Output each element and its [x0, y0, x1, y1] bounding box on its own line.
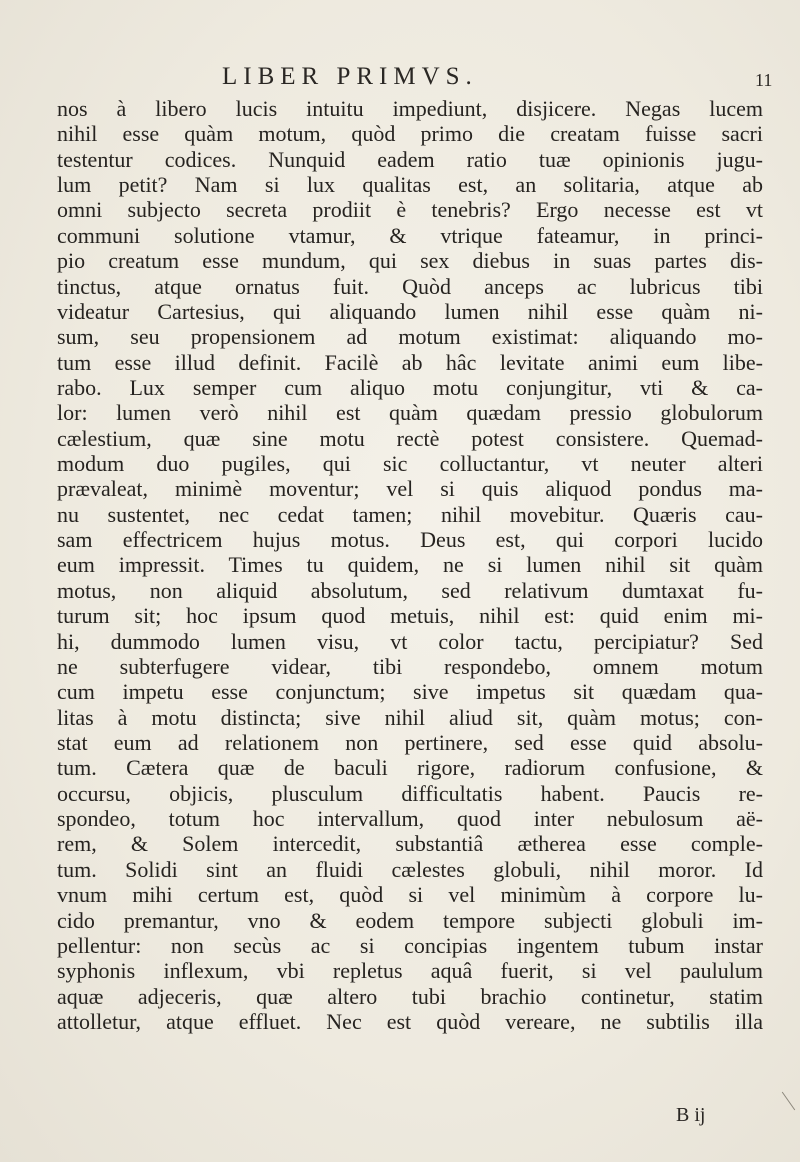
text-line: eum impressit. Times tu quidem, ne si lumen nihil sit quàm — [57, 552, 763, 578]
page-number: 11 — [755, 70, 773, 90]
text-line: attolletur, atque effluet. Nec est quòd vereare, ne subtilis illa — [57, 1008, 763, 1034]
running-head — [0, 62, 800, 92]
text-line: rabo. Lux semper cum aliquo motu conjungitur, vti & ca- — [57, 374, 763, 400]
text-line: tum. Solidi sint an fluidi cælestes globuli, nihil moror. Id — [57, 856, 763, 882]
text-line: testentur codices. Nunquid eadem ratio tuæ opinionis jugu- — [57, 146, 763, 172]
text-line: syphonis inflexum, vbi repletus aquâ fuerit, si vel paululum — [57, 958, 763, 984]
text-line: lor: lumen verò nihil est quàm quædam pressio globulorum — [57, 400, 763, 426]
text-line: modum duo pugiles, qui sic colluctantur, vt neuter alteri — [57, 451, 763, 477]
text-line: litas à motu distincta; sive nihil aliud sit, quàm motus; con- — [57, 704, 763, 730]
signature-mark: B ij — [676, 1104, 706, 1126]
text-line: cido premantur, vno & eodem tempore subjecti globuli im- — [57, 907, 763, 933]
text-line: tum. Cætera quæ de baculi rigore, radiorum confusione, & — [57, 755, 763, 781]
text-line: prævaleat, minimè moventur; vel si quis aliquod pondus ma- — [57, 476, 763, 502]
text-line: sum, seu propensionem ad motum existimat: aliquando mo- — [57, 324, 763, 350]
text-line: pio creatum esse mundum, qui sex diebus in suas partes dis- — [57, 248, 763, 274]
text-line: lum petit? Nam si lux qualitas est, an solitaria, atque ab — [57, 172, 763, 198]
text-line: pellentur: non secùs ac si concipias ingentem tubum instar — [57, 932, 763, 958]
text-line: cum impetu esse conjunctum; sive impetus sit quædam qua- — [57, 679, 763, 705]
running-head-title: LIBER PRIMVS. — [222, 63, 478, 90]
text-line: rem, & Solem intercedit, substantiâ ætherea esse comple- — [57, 831, 763, 857]
text-line: occursu, objicis, plusculum difficultatis habent. Paucis re- — [57, 780, 763, 806]
text-line: motus, non aliquid absolutum, sed relativum dumtaxat fu- — [57, 577, 763, 603]
text-line: turum sit; hoc ipsum quod metuis, nihil est: quid enim mi- — [57, 603, 763, 629]
text-line: nos à libero lucis intuitu impediunt, disjicere. Negas lucem — [57, 96, 763, 121]
text-line: aquæ adjeceris, quæ altero tubi brachio continetur, statim — [57, 983, 763, 1009]
text-line: omni subjecto secreta prodiit è tenebris? Ergo necesse est vt — [57, 197, 763, 223]
text-line: ne subterfugere videar, tibi respondebo, omnem motum — [57, 653, 763, 679]
text-line: videatur Cartesius, qui aliquando lumen nihil esse quàm ni- — [57, 298, 763, 324]
text-line: tinctus, atque ornatus fuit. Quòd anceps ac lubricus tibi — [57, 273, 763, 299]
text-line: vnum mihi certum est, quòd si vel minimùm à corpore lu- — [57, 882, 763, 908]
text-line: nihil esse quàm motum, quòd primo die creatam fuisse sacri — [57, 121, 763, 147]
page-edge-mark — [782, 1092, 795, 1111]
text-line: communi solutione vtamur, & vtrique fateamur, in princi- — [57, 222, 763, 248]
body-text — [57, 96, 763, 1034]
text-line: nu sustentet, nec cedat tamen; nihil movebitur. Quæris cau- — [57, 501, 763, 527]
text-line: cælestium, quæ sine motu rectè potest consistere. Quemad- — [57, 425, 763, 451]
text-line: stat eum ad relationem non pertinere, sed esse quid absolu- — [57, 729, 763, 755]
text-line: hi, dummodo lumen visu, vt color tactu, percipiatur? Sed — [57, 628, 763, 654]
text-line: spondeo, totum hoc intervallum, quod inter nebulosum aë- — [57, 806, 763, 832]
text-line: tum esse illud definit. Facilè ab hâc levitate animi eum libe- — [57, 349, 763, 375]
text-line: sam effectricem hujus motus. Deus est, qui corpori lucido — [57, 527, 763, 553]
